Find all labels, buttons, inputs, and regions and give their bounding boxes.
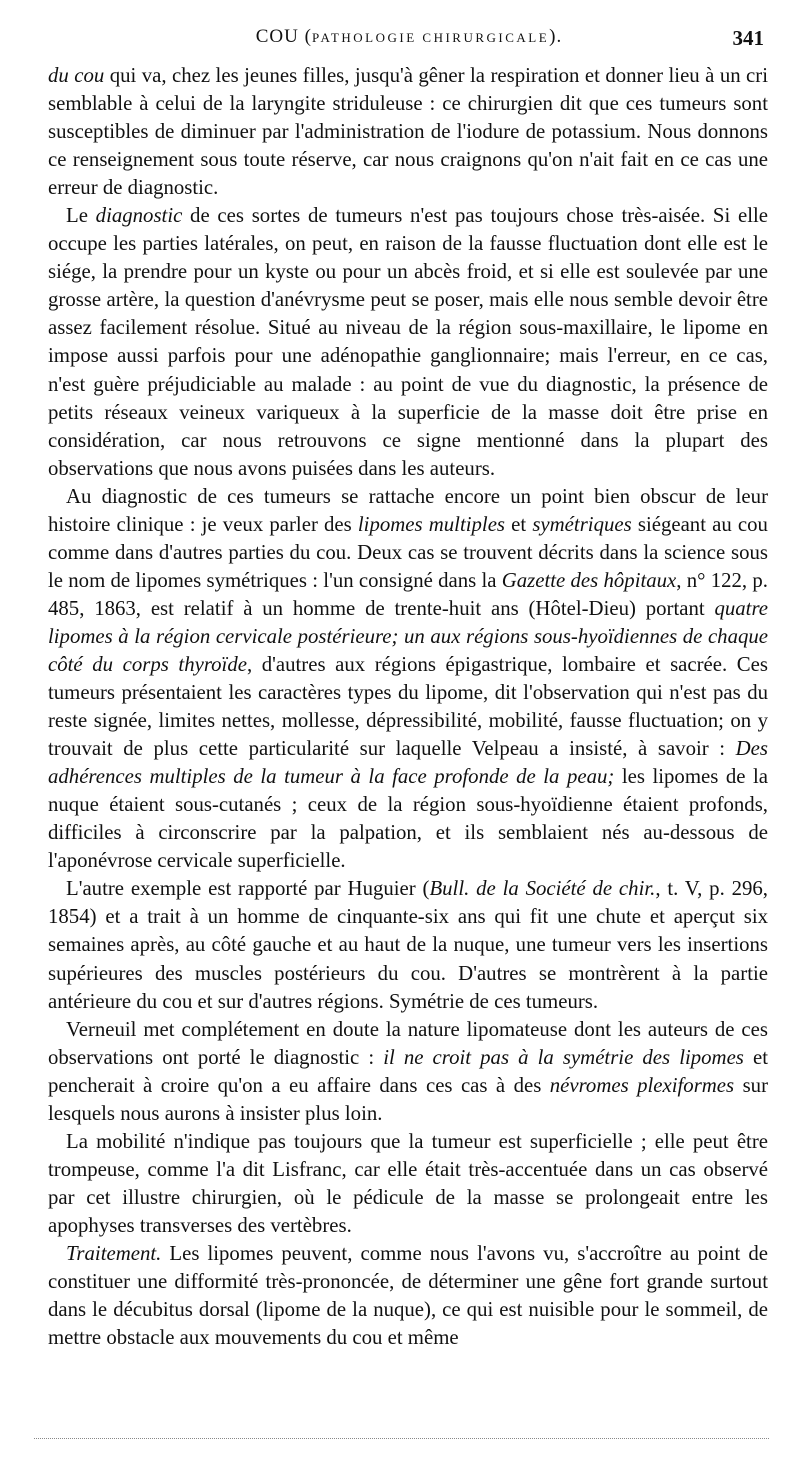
text-run: et: [505, 512, 533, 536]
running-title-subject: PATHOLOGIE CHIRURGICALE: [311, 30, 550, 45]
italic-text-run: symétriques: [532, 512, 632, 536]
text-run: Verneuil met complétement en doute la nature lipomateuse dont les auteurs de ces observations ont porté le diagnostic :: [48, 1017, 768, 1069]
text-run: Les lipomes peuvent, comme nous l'avons vu, s'accroître au point de constituer une difformité très-prononcée, de déterminer une gêne fort grande surtout dans le décubitus dorsal (lipome de la nuque), ce qui est nuisible pour le sommeil, de mettre obstacle aux mouvements du cou et même: [48, 1241, 768, 1350]
text-run: , t. V, p. 296, 1854) et a trait à un homme de cinquante-six ans qui fit une chute et aperçut six semaines après, au côté gauche et au haut de la nuque, une tumeur vers les insertions supérieures des muscles postérieurs du cou. D'autres se montrèrent à la partie antérieure du cou et sur d'autres régions. Symétrie de ces tumeurs.: [48, 877, 768, 1013]
paragraph: [48, 1240, 768, 1352]
text-run: et pencherait à croire qu'on a eu affaire dans ces cas à des: [48, 1045, 768, 1097]
italic-text-run: il ne croit pas à la symétrie des lipomes: [383, 1045, 744, 1069]
running-header: [48, 26, 770, 60]
italic-text-run: Bull. de la Société de chir.: [429, 877, 656, 901]
paragraph: [48, 1016, 768, 1128]
running-title-close: ).: [549, 26, 563, 47]
italic-text-run: quatre lipomes à la région cervicale postérieure; un aux régions sous-hyoïdiennes de chaque côté du corps thyroïde: [48, 596, 768, 676]
text-run: L'autre exemple est rapporté par Huguier (: [66, 877, 430, 901]
paragraph: [48, 202, 768, 482]
paragraph: [48, 1128, 768, 1240]
paragraph: [48, 483, 768, 876]
running-title-main: COU (: [255, 26, 312, 47]
text-run: La mobilité n'indique pas toujours que la tumeur est superficielle ; elle peut être trompeuse, comme l'a dit Lisfranc, car elle était très-accentuée dans un cas observé par cet illustre chirurgien, où le pédicule de la masse se prolongeait entre les apophyses transverses des vertèbres.: [48, 1129, 768, 1237]
italic-text-run: névromes plexiformes: [549, 1073, 735, 1097]
text-run: siégeant au cou comme dans d'autres parties du cou. Deux cas se trouvent décrits dans la science sous le nom de lipomes symétriques : l'un consigné dans la: [48, 512, 768, 592]
italic-text-run: diagnostic: [95, 204, 183, 228]
paragraph: [48, 875, 768, 1015]
page-number: 341: [732, 26, 764, 50]
text-run: sur lesquels nous aurons à insister plus loin.: [48, 1073, 768, 1125]
body-text: [48, 62, 768, 1352]
text-run: , n° 122, p. 485, 1863, est relatif à un homme de trente-huit ans (Hôtel-Dieu) portant: [48, 568, 768, 620]
text-run: qui va, chez les jeunes filles, jusqu'à gêner la respiration et donner lieu à un cri semblable à celui de la laryngite striduleuse : ce chirurgien dit que ces tumeurs sont susceptibles de diminuer par l'administration de l'iodure de potassium. Nous donnons ce renseignement sous toute réserve, car nous craignons qu'on n'ait fait en ce cas une erreur de diagnostic.: [48, 64, 768, 200]
italic-text-run: du cou: [48, 64, 105, 87]
running-title: [48, 26, 770, 48]
text-run: Au diagnostic de ces tumeurs se rattache encore un point bien obscur de leur histoire clinique : je veux parler des: [48, 484, 768, 536]
italic-text-run: Des adhérences multiples de la tumeur à la face profonde de la peau;: [48, 737, 768, 789]
italic-text-run: Traitement.: [66, 1241, 162, 1265]
italic-text-run: Gazette des hôpitaux: [501, 568, 677, 592]
italic-text-run: lipomes multiples: [357, 512, 506, 536]
paragraph: [48, 62, 768, 202]
text-run: les lipomes de la nuque étaient sous-cutanés ; ceux de la région sous-hyoïdienne étaient profonds, difficiles à circonscrire par la palpation, et ils semblaient nés au-dessous de l'aponévrose cervicale superficielle.: [48, 765, 769, 873]
text-run: Le: [66, 204, 96, 228]
footer-dotted-rule: [34, 1438, 769, 1441]
text-run: de ces sortes de tumeurs n'est pas toujours chose très-aisée. Si elle occupe les parties latérales, on peut, en raison de la fausse fluctuation dont elle est le siége, la prendre pour un kyste ou pour un abcès froid, et si elle est soulevée par une grosse artère, la question d'anévrysme peut se poser, mais elle nous semble devoir être assez facilement résolue. Situé au niveau de la région sous-maxillaire, le lipome en impose aussi parfois pour une adénopathie ganglionnaire; mais l'erreur, en ce cas, n'est guère préjudiciable au malade : au point de vue du diagnostic, la présence de petits réseaux veineux variqueux à la superficie de la masse doit être prise en considération, car nous retrouvons ce signe mentionné dans la plupart des observations que nous avons puisées dans les auteurs.: [48, 204, 768, 480]
text-run: , d'autres aux régions épigastrique, lombaire et sacrée. Ces tumeurs présentaient les caractères types du lipome, dit l'observation qui n'est pas du reste signée, limites nettes, mollesse, dépressibilité, mobilité, fausse fluctuation; on y trouvait de plus cette particularité sur laquelle Velpeau a insisté, à savoir :: [48, 652, 768, 761]
